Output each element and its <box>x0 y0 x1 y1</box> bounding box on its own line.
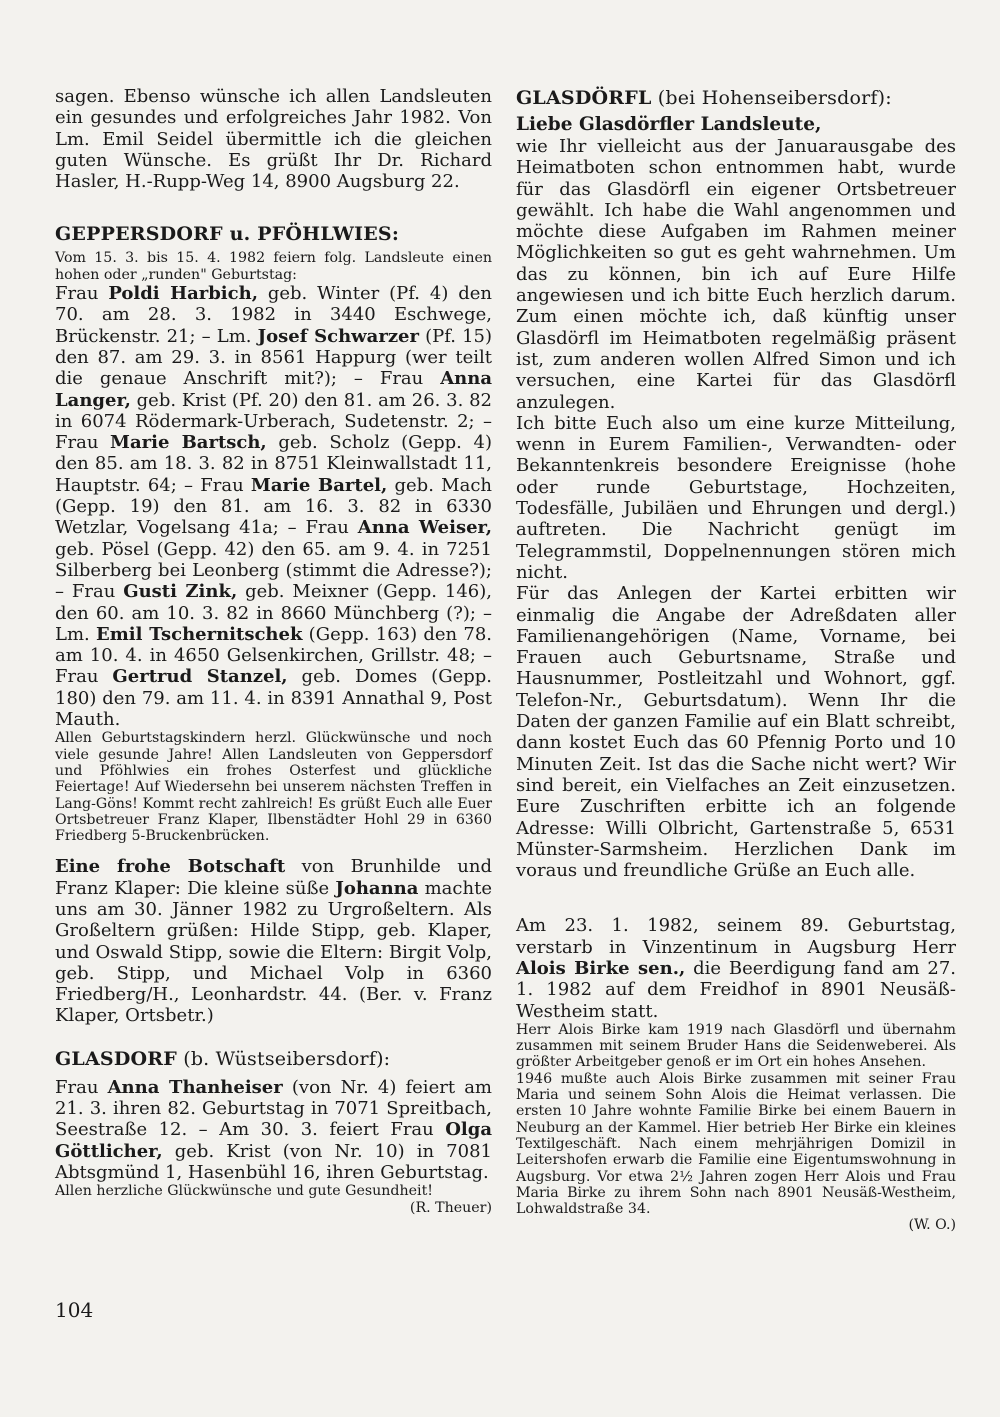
obituary-paragraph: Am 23. 1. 1982, seinem 89. Geburtstag, verstarb in Vinzentinum in Augsburg Herr Alois Birke sen., die Beerdigung fand am 27. 1. 1982 auf dem Freidhof in 8901 Neusäß-Westheim statt. <box>516 915 956 1022</box>
right-column <box>516 86 956 1234</box>
intro-paragraph: sagen. Ebenso wünsche ich allen Landsleuten ein gesundes und erfolgreiches Jahr 1982. Von Lm. Emil Seidel übermittle ich die gleichen guten Wünsche. Es grüßt Ihr Dr. Richard Hasler, H.-Rupp-Weg 14, 8900 Augsburg 22. <box>55 86 492 193</box>
glasdoerfl-paragraph-1: wie Ihr vielleicht aus der Januarausgabe des Heimatboten schon entnommen habt, wurde für das Glasdörfl ein eigener Ortsbetreuer gewählt. Ich habe die Wahl angenommen und möchte diese Aufgaben im Rahmen meiner Möglichkeiten so gut es geht wahrnehmen. Um das zu können, bin ich auf Eure Hilfe angewiesen und ich bitte Euch herzlich darum. Zum einen möchte ich, daß künftig unser Glasdörfl im Heimatboten regelmäßig präsent ist, zum anderen wollen Alfred Simon und ich versuchen, eine Kartei für das Glasdörfl anzulegen. <box>516 136 956 413</box>
geppersdorf-heading: GEPPERSDORF u. PFÖHLWIES: <box>55 223 400 246</box>
birthday-name: Gusti Zink, <box>123 581 238 603</box>
geppersdorf-lead: Vom 15. 3. bis 15. 4. 1982 feiern folg. Landsleute einen hohen oder „runden" Geburtstag: <box>55 250 492 283</box>
birthday-name: Gertrud Stanzel, <box>112 666 288 688</box>
glasdoerfl-heading: GLASDÖRFL (bei Hohenseibersdorf): <box>516 87 892 109</box>
birthday-name: Marie Bartel, <box>250 474 388 496</box>
geppersdorf-greeting: Allen Geburtstagskindern herzl. Glückwünsche und noch viele gesunde Jahre! Allen Landsleuten von Geppersdorf und Pföhlwies ein frohes Osterfest und glückliche Feiertage! Auf Wiedersehn bei unserem nächsten Treffen in Lang-Göns! Kommt recht zahlreich! Es grüßt Euch alle Euer Ortsbetreuer Franz Klaper, Ilbenstädter Hohl 29 in 6360 Friedberg 5-Bruckenbrücken. <box>55 730 492 845</box>
glasdoerfl-salutation: Liebe Glasdörfler Landsleute, <box>516 114 822 135</box>
glasdorf-signature: (R. Theuer) <box>409 1199 492 1216</box>
birthday-name: Anna Langer, <box>55 368 492 411</box>
birthday-name: Josef Schwarzer <box>257 325 419 347</box>
glasdorf-paragraph: Frau Anna Thanheiser (von Nr. 4) feiert am 21. 3. ihren 82. Geburtstag in 7071 Spreitbach, Seestraße 12. – Am 30. 3. feiert Frau Olga Göttlicher, geb. Krist (von Nr. 10) in 7081 Abtsgmünd 1, Hasenbühl 16, ihren Geburtstag. <box>55 1076 492 1183</box>
left-column <box>55 86 492 1216</box>
obituary-paragraph-3: 1946 mußte auch Alois Birke zusammen mit seiner Frau Maria und seinem Sohn Alois die Heimat verlassen. Die ersten 10 Jahre wohnte Familie Birke bei einem Bauern in Neuburg an der Kammel. Hier betrieb Her Birke ein kleines Textilgeschäft. Nach einem mehrjährigen Domizil in Leitershofen erwarb die Familie eine Eigentumswohnung in Augsburg. Vor etwa 2½ Jahren zogen Herr Alois und Frau Maria Birke zu ihrem Sohn nach 8901 Neusäß-Westheim, Lohwaldstraße 34. <box>516 1070 956 1218</box>
obituary-paragraph-2: Herr Alois Birke kam 1919 nach Glasdörfl und übernahm zusammen mit seinem Bruder Hans die Seidenweberei. Als größter Arbeitgeber genoß er im Ort ein hohes Ansehen. <box>516 1021 956 1071</box>
birthday-name: Marie Bartsch, <box>110 432 267 454</box>
glasdoerfl-paragraph-3: Für das Anlegen der Kartei erbitten wir einmalig die Angabe der Adreßdaten aller Familienangehörigen (Name, Vorname, bei Frauen auch Geburtsname, Straße und Hausnummer, Postleitzahl und Wohnort, ggf. Telefon-Nr., Geburtsdatum). Wenn Ihr die Daten der ganzen Familie auf ein Blatt schreibt, dann kostet Euch das 60 Pfennig Porto und 10 Minuten Zeit. Ist das die Sache nicht wert? Wir sind bereit, ein Vielfaches an Zeit einzusetzen. Eure Zuschriften erbitte ich an folgende Adresse: Willi Olbricht, Gartenstraße 5, 6531 Münster-Sarmsheim. Herzlichen Dank im voraus und freundliche Grüße an Euch alle. <box>516 583 956 882</box>
glasdorf-signature-line <box>55 1200 492 1216</box>
geppersdorf-birthdays: Frau Poldi Harbich, geb. Winter (Pf. 4) den 70. am 28. 3. 1982 in 3440 Eschwege, Brückenstr. 21; – Lm. Josef Schwarzer (Pf. 15) den 87. am 29. 3. in 8561 Happurg (wer teilt die genaue Anschrift mit?); – Frau Anna Langer, geb. Krist (Pf. 20) den 81. am 26. 3. 82 in 6074 Rödermark-Urberach, Sudetenstr. 2; – Frau Marie Bartsch, geb. Scholz (Gepp. 4) den 85. am 18. 3. 82 in 8751 Kleinwallstadt 11, Hauptstr. 64; – Frau Marie Bartel, geb. Mach (Gepp. 19) den 81. am 16. 3. 82 in 6330 Wetzlar, Vogelsang 41a; – Frau Anna Weiser, geb. Pösel (Gepp. 42) den 65. am 9. 4. in 7251 Silberberg bei Leonberg (stimmt die Adresse?); – Frau Gusti Zink, geb. Meixner (Gepp. 146), den 60. am 10. 3. 82 in 8660 Münchberg (?); – Lm. Emil Tschernitschek (Gepp. 163) den 78. am 10. 4. in 4650 Gelsenkirchen, Grillstr. 48; – Frau Gertrud Stanzel, geb. Domes (Gepp. 180) den 79. am 11. 4. in 8391 Annathal 9, Post Mauth. <box>55 283 493 731</box>
birthday-name: Poldi Harbich, <box>108 283 258 305</box>
glasdorf-heading: GLASDORF (b. Wüstseibersdorf): <box>55 1047 391 1070</box>
good-news-paragraph: Eine frohe Botschaft von Brunhilde und Franz Klaper: Die kleine süße Johanna machte uns am 30. Jänner 1982 zu Urgroßeltern. Als Großeltern grüßen: Hilde Stipp, geb. Klaper, und Oswald Stipp, sowie die Eltern: Birgit Volp, geb. Stipp, und Michael Volp in 6360 Friedberg/H., Leonhardstr. 44. (Ber. v. Franz Klaper, Ortsbetr.) <box>55 856 492 1027</box>
glasdoerfl-paragraph-2: Ich bitte Euch also um eine kurze Mitteilung, wenn in Eurem Familien-, Verwandten- oder Bekanntenkreis besondere Ereignisse (hohe oder runde Geburtstage, Hochzeiten, Todesfälle, Jubiläen und Ehrungen und dergl.) auftreten. Die Nachricht genügt im Telegrammstil, Doppelnennungen stören mich nicht. <box>516 412 956 583</box>
birthday-name: Anna Weiser, <box>357 517 492 539</box>
birthday-name: Emil Tschernitschek <box>96 623 303 645</box>
page-number: 104 <box>55 1298 94 1322</box>
obituary-signature-line <box>516 1217 956 1233</box>
glasdorf-greeting: Allen herzliche Glückwünsche und gute Gesundheit! <box>55 1183 433 1200</box>
obituary-signature: (W. O.) <box>908 1217 956 1234</box>
